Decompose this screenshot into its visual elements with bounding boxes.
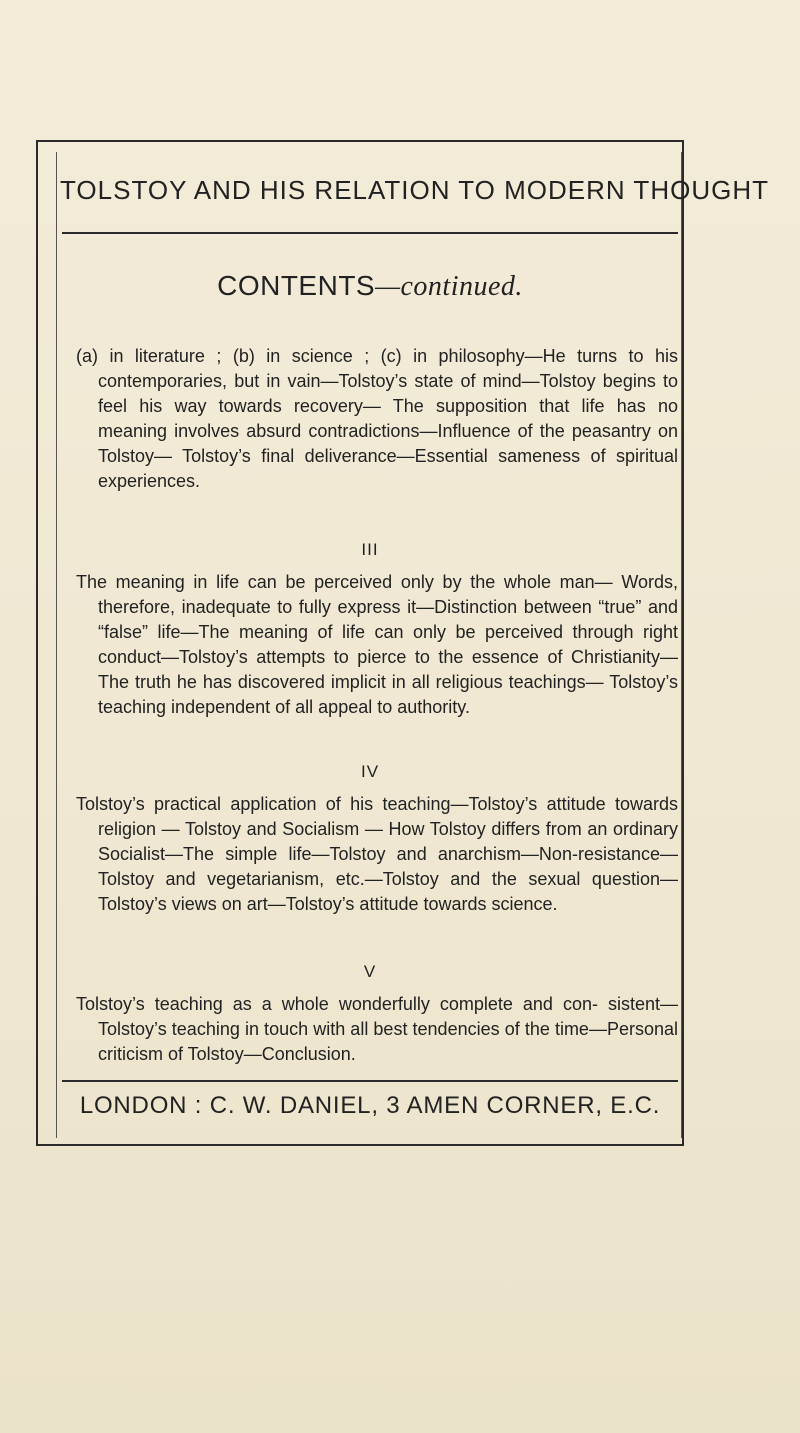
paragraph-text: Tolstoy’s practical application of his teaching—Tolstoy’s attitude towards religion — Tolstoy and Socialism — How Tolstoy differs from an ordinary Socialist—The simple life—Tolstoy and anarchism—Non-resistance—Tolstoy and vegetarianism, etc.—Tolstoy and the sexual question—Tolstoy’s views on art—Tolstoy’s attitude towards science. <box>76 794 678 914</box>
section-paragraph-iv <box>76 792 678 917</box>
section-paragraph-continuation <box>76 344 678 494</box>
section-numeral-iii: III <box>361 540 379 559</box>
paragraph-text: (a) in literature ; (b) in science ; (c) in philosophy—He turns to his contemporaries, but in vain—Tolstoy’s state of mind—Tolstoy begins to feel his way towards recovery— The supposition that life has no meaning involves absurd contradictions—Influence of the peasantry on Tolstoy— Tolstoy’s final deliverance—Essential sameness of spiritual experiences. <box>76 346 678 491</box>
header-rule <box>62 232 678 234</box>
continued-label: —continued. <box>375 271 523 302</box>
section-numeral-iv: IV <box>360 762 380 781</box>
paragraph-text: The meaning in life can be perceived only by the whole man— Words, therefore, inadequate to fully express it—Distinction between “true” and “false” life—The meaning of life can only be perceived through right conduct—Tolstoy’s attempts to pierce to the essence of Christianity—The truth he has discovered implicit in all religious teachings— Tolstoy’s teaching independent of all appeal to authority. <box>76 572 678 717</box>
section-paragraph-v <box>76 992 678 1067</box>
contents-heading <box>60 270 680 303</box>
running-title: TOLSTOY AND HIS RELATION TO MODERN THOUGHT <box>60 175 769 205</box>
section-paragraph-iii <box>76 570 678 720</box>
paragraph-text: Tolstoy’s teaching as a whole wonderfully complete and con- sistent—Tolstoy’s teaching in touch with all best tendencies of the time—Personal criticism of Tolstoy—Conclusion. <box>76 994 678 1064</box>
publisher-imprint: LONDON : C. W. DANIEL, 3 AMEN CORNER, E.C. <box>79 1092 661 1119</box>
contents-label: CONTENTS <box>217 270 376 301</box>
section-numeral-v: V <box>363 962 377 981</box>
footer-rule <box>62 1080 678 1082</box>
